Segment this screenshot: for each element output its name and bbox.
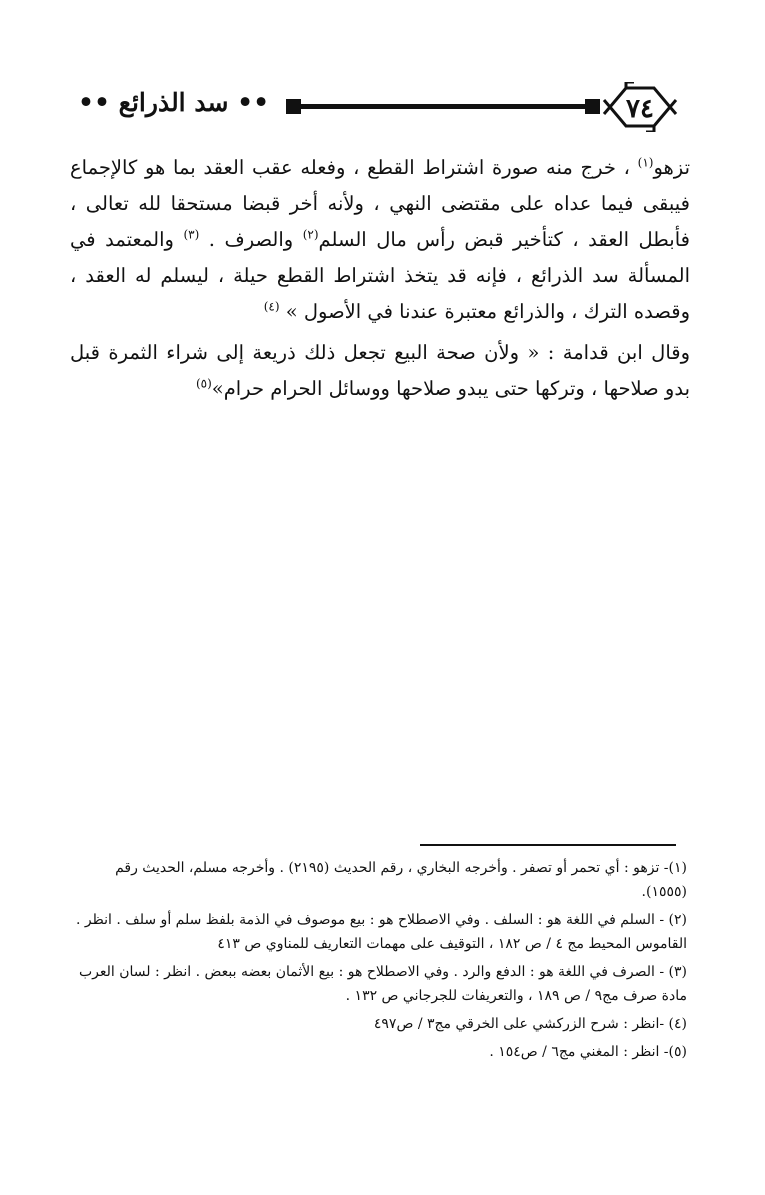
footnote-ref: (٤) [263,299,280,314]
footnote-ref: (١) [637,155,654,170]
text-run: تزهو [653,156,690,179]
footnote-separator [420,844,676,846]
text-run: وقال ابن قدامة : « ولأن صحة البيع تجعل ذلك ذريعة إلى شراء الثمرة قبل بدو صلاحها ، وتركها حتى يبدو صلاحها ووسائل الحرام حرام» [70,341,690,400]
footnote-ref: (٣) [183,227,200,242]
text-run: والمعتمد في المسألة سد الذرائع ، فإنه قد يتخذ اشتراط القطع حيلة ، ليسلم له العقد ، وقصده الترك ، والذرائع معتبرة عندنا في الأصول » [70,228,690,323]
running-title: •• سد الذرائع •• [78,88,270,117]
footnote: (٤) -انظر : شرح الزركشي على الخرقي مج٣ / ص٤٩٧ [373,1016,687,1032]
page-number: ٧٤ [626,94,654,124]
text-run: ، خرج منه صورة اشتراط القطع ، وفعله عقب العقد بما هو كالإجماع فيبقى فيما عداه على مقتضى النهي ، ولأنه أخر قبضا مستحقا لله تعالى ، فأبطل العقد ، كتأخير قبض رأس مال السلم [70,156,690,251]
header-divider [290,104,596,109]
text-run: والصرف . [208,228,294,251]
footnote: (١)- تزهو : أي تحمر أو تصفر . وأخرجه البخاري ، رقم الحديث (٢١٩٥) . وأخرجه مسلم، الحديث رقم (١٥٥٥). [115,860,687,900]
footnote: (٣) - الصرف في اللغة هو : الدفع والرد . وفي الاصطلاح هو : بيع الأثمان بعضه ببعض . انظر : لسان العرب مادة صرف مج٩ / ص ١٨٩ ، والتعريفات للجرجاني ص ١٣٢ . [78,964,687,1004]
footnote-ref: (٢) [302,227,319,242]
main-text [70,150,690,412]
page-number-badge [600,82,680,132]
footnote: (٢) - السلم في اللغة هو : السلف . وفي الاصطلاح هو : بيع موصوف في الذمة بلفظ سلم أو سلف . انظر . القاموس المحيط مج ٤ / ص ١٨٢ ، التوقيف على مهمات التعاريف للمناوي ص ٤١٣ [76,912,687,952]
footnote: (٥)- انظر : المغني مج٦ / ص١٥٤ . [489,1044,687,1060]
footnotes [75,856,687,1068]
footnote-ref: (٥) [195,376,212,391]
paragraph [70,150,690,330]
divider-cap-left [286,99,301,114]
paragraph [70,335,690,407]
page-header [78,80,678,136]
divider-cap-right [585,99,600,114]
